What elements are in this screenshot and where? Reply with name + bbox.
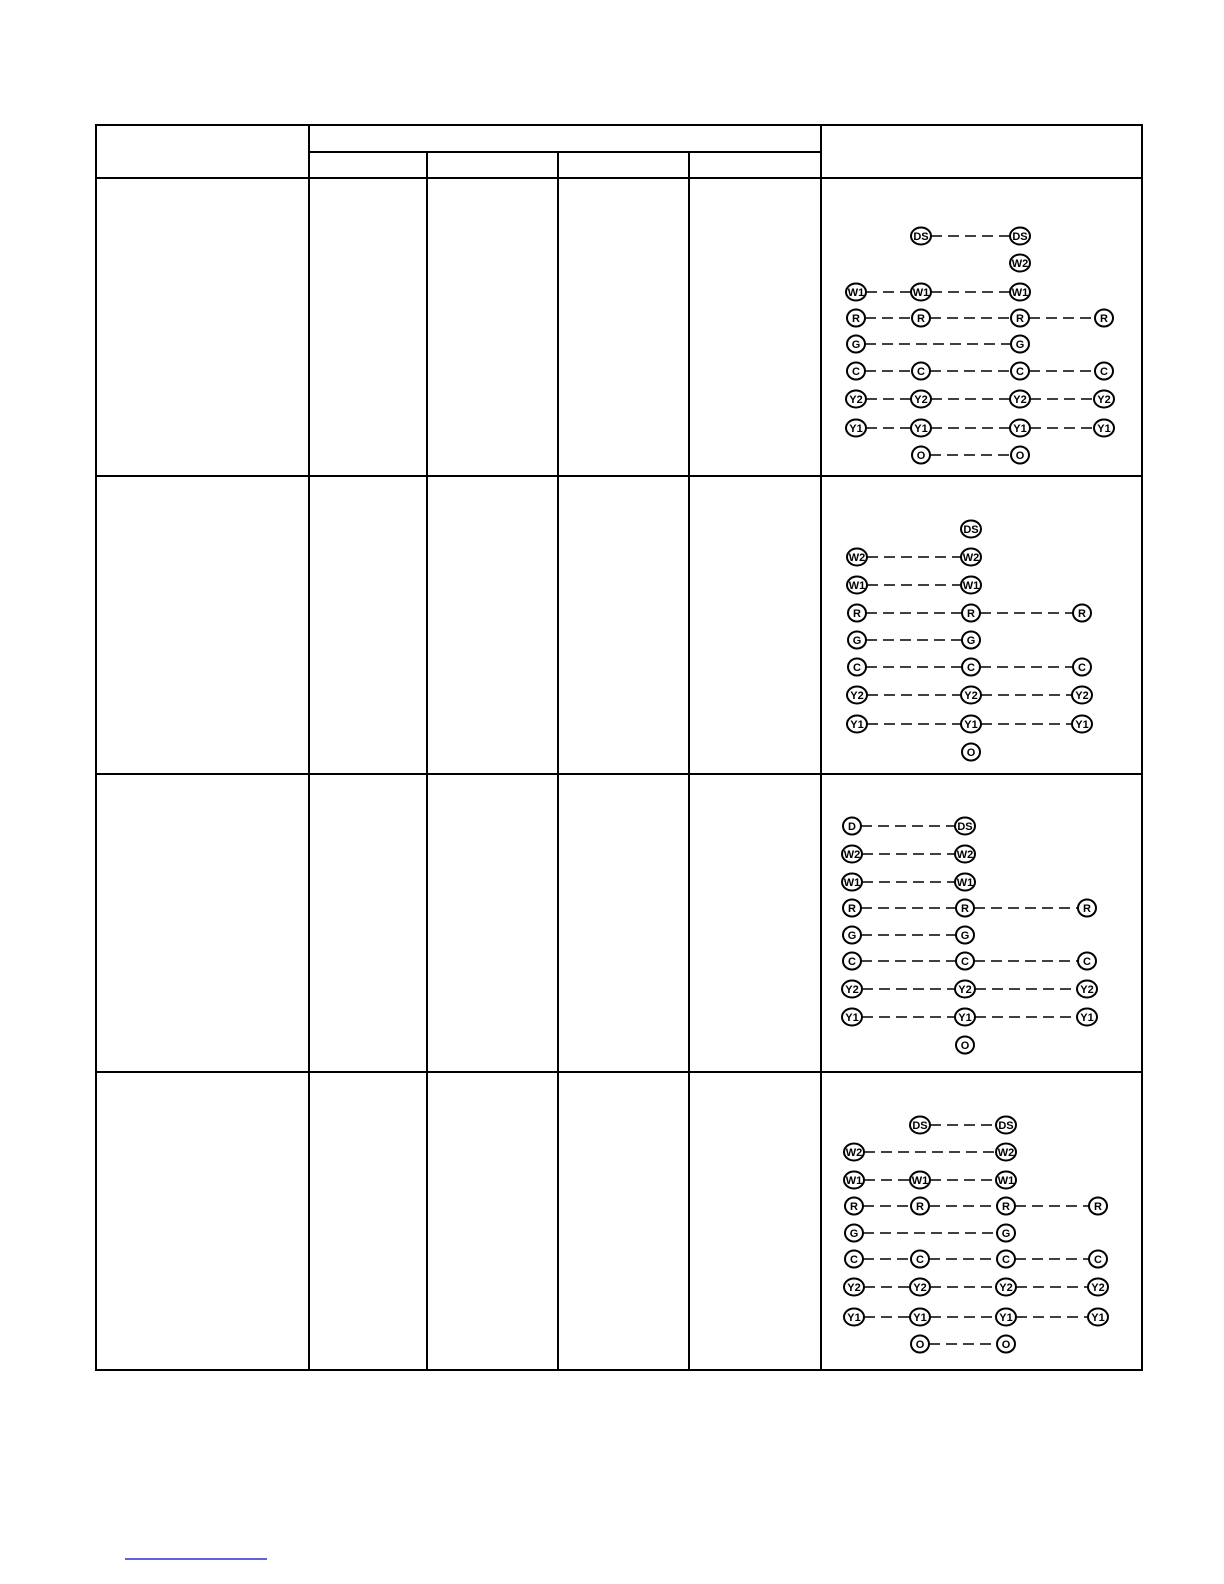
- terminal-label: C: [1083, 956, 1091, 968]
- terminal-y1: [1094, 420, 1114, 437]
- terminal-w1: [996, 1172, 1016, 1189]
- terminal-y2: [846, 391, 866, 408]
- terminal-y2: [961, 687, 981, 704]
- terminal-y1: [911, 420, 931, 437]
- terminal-r: [845, 1198, 863, 1215]
- terminal-y1: [1088, 1309, 1108, 1326]
- terminal-label: R: [961, 903, 969, 915]
- terminal-label: C: [961, 956, 969, 968]
- terminal-label: W1: [1011, 287, 1029, 299]
- terminal-label: Y1: [1013, 423, 1027, 435]
- terminal-label: Y2: [999, 1282, 1013, 1294]
- terminal-label: Y1: [964, 719, 978, 731]
- terminal-d: [843, 818, 861, 835]
- terminal-w2: [961, 549, 981, 566]
- terminal-w2: [847, 549, 867, 566]
- terminal-r: [911, 1198, 929, 1215]
- terminal-y2: [955, 981, 975, 998]
- terminal-label: R: [967, 608, 975, 620]
- terminal-w1: [955, 874, 975, 891]
- terminal-r: [1089, 1198, 1107, 1215]
- terminal-label: O: [916, 450, 926, 462]
- terminal-label: Y1: [999, 1312, 1013, 1324]
- terminal-y2: [911, 391, 931, 408]
- terminal-w1: [910, 1172, 930, 1189]
- terminal-c: [1011, 363, 1029, 380]
- terminal-y1: [1072, 716, 1092, 733]
- terminal-label: R: [1083, 903, 1091, 915]
- terminal-c: [911, 1251, 929, 1268]
- terminal-o: [912, 447, 930, 464]
- terminal-ds: [955, 818, 975, 835]
- terminal-label: C: [850, 1254, 858, 1266]
- terminal-label: C: [853, 662, 861, 674]
- table-outline: [96, 125, 1142, 1370]
- terminal-w1: [842, 874, 862, 891]
- terminal-label: Y2: [850, 690, 864, 702]
- terminal-w2: [844, 1144, 864, 1161]
- terminal-label: R: [852, 313, 860, 325]
- wiring-diagram-1: [846, 228, 1114, 464]
- terminal-label: W2: [845, 1147, 863, 1159]
- terminal-y2: [1010, 391, 1030, 408]
- terminal-label: C: [916, 1254, 924, 1266]
- terminal-label: Y1: [1080, 1012, 1094, 1024]
- terminal-w2: [955, 846, 975, 863]
- terminal-label: C: [852, 366, 860, 378]
- terminal-label: Y2: [1013, 394, 1027, 406]
- terminal-y1: [1077, 1009, 1097, 1026]
- terminal-label: Y2: [1075, 690, 1089, 702]
- terminal-ds: [1010, 228, 1030, 245]
- terminal-label: W1: [845, 1175, 863, 1187]
- wiring-diagram-4: [844, 1117, 1108, 1353]
- terminal-r: [912, 310, 930, 327]
- terminal-w1: [911, 284, 931, 301]
- terminal-label: Y2: [847, 1282, 861, 1294]
- terminal-label: C: [1078, 662, 1086, 674]
- terminal-label: R: [917, 313, 925, 325]
- terminal-label: W1: [847, 287, 865, 299]
- terminal-y2: [1077, 981, 1097, 998]
- terminal-c: [843, 953, 861, 970]
- terminal-y2: [847, 687, 867, 704]
- wiring-diagram-3: [842, 818, 1097, 1054]
- terminal-y2: [844, 1279, 864, 1296]
- terminal-label: C: [1016, 366, 1024, 378]
- terminal-label: Y1: [847, 1312, 861, 1324]
- terminal-y1: [955, 1009, 975, 1026]
- terminal-o: [997, 1336, 1015, 1353]
- terminal-label: O: [966, 747, 976, 759]
- terminal-label: DS: [1012, 231, 1028, 243]
- terminal-y1: [842, 1009, 862, 1026]
- terminal-label: W1: [962, 580, 980, 592]
- terminal-label: R: [850, 1201, 858, 1213]
- terminal-g: [847, 336, 865, 353]
- terminal-label: G: [847, 930, 857, 942]
- terminal-label: W1: [912, 287, 930, 299]
- terminal-c: [956, 953, 974, 970]
- terminal-label: Y1: [1075, 719, 1089, 731]
- terminal-label: R: [1078, 608, 1086, 620]
- terminal-y1: [844, 1309, 864, 1326]
- terminal-label: Y2: [1091, 1282, 1105, 1294]
- terminal-label: W2: [997, 1147, 1015, 1159]
- terminal-w1: [844, 1172, 864, 1189]
- terminal-c: [997, 1251, 1015, 1268]
- terminal-w2: [996, 1144, 1016, 1161]
- terminal-label: W1: [997, 1175, 1015, 1187]
- terminal-label: Y2: [914, 394, 928, 406]
- terminal-r: [847, 310, 865, 327]
- terminal-label: O: [1001, 1339, 1011, 1351]
- terminal-label: Y2: [964, 690, 978, 702]
- terminal-ds: [911, 228, 931, 245]
- terminal-label: G: [966, 635, 976, 647]
- terminal-y1: [996, 1309, 1016, 1326]
- terminal-label: R: [848, 903, 856, 915]
- terminal-label: G: [1001, 1228, 1011, 1240]
- terminal-w2: [842, 846, 862, 863]
- terminal-label: W1: [911, 1175, 929, 1187]
- terminal-w1: [961, 577, 981, 594]
- terminal-label: W2: [1011, 258, 1029, 270]
- terminal-o: [956, 1037, 974, 1054]
- terminal-y1: [961, 716, 981, 733]
- terminal-label: O: [1015, 450, 1025, 462]
- table-frame: [96, 125, 1142, 1370]
- terminal-w2: [1010, 255, 1030, 272]
- terminal-c: [1073, 659, 1091, 676]
- terminal-o: [962, 744, 980, 761]
- terminal-y2: [842, 981, 862, 998]
- terminal-c: [1078, 953, 1096, 970]
- terminal-c: [962, 659, 980, 676]
- terminal-y1: [846, 420, 866, 437]
- terminal-label: Y1: [849, 423, 863, 435]
- terminal-label: DS: [957, 821, 973, 833]
- terminal-c: [1095, 363, 1113, 380]
- terminal-c: [912, 363, 930, 380]
- terminal-g: [962, 632, 980, 649]
- terminal-label: G: [960, 930, 970, 942]
- terminal-w1: [1010, 284, 1030, 301]
- terminal-y1: [1010, 420, 1030, 437]
- terminal-r: [1073, 605, 1091, 622]
- terminal-label: C: [1094, 1254, 1102, 1266]
- terminal-label: Y1: [913, 1312, 927, 1324]
- terminal-label: Y2: [958, 984, 972, 996]
- terminal-g: [848, 632, 866, 649]
- terminal-label: W1: [956, 877, 974, 889]
- terminal-r: [843, 900, 861, 917]
- terminal-c: [1089, 1251, 1107, 1268]
- terminal-label: DS: [913, 231, 929, 243]
- terminal-r: [1095, 310, 1113, 327]
- terminal-label: O: [915, 1339, 925, 1351]
- terminal-label: DS: [998, 1120, 1014, 1132]
- terminal-label: Y2: [849, 394, 863, 406]
- terminal-r: [1011, 310, 1029, 327]
- terminal-y1: [847, 716, 867, 733]
- terminal-label: R: [1100, 313, 1108, 325]
- terminal-ds: [961, 521, 981, 538]
- terminal-label: W2: [843, 849, 861, 861]
- terminal-o: [1011, 447, 1029, 464]
- terminal-label: C: [848, 956, 856, 968]
- terminal-label: W1: [848, 580, 866, 592]
- terminal-ds: [996, 1117, 1016, 1134]
- terminal-o: [911, 1336, 929, 1353]
- terminal-label: C: [967, 662, 975, 674]
- terminal-label: Y1: [845, 1012, 859, 1024]
- terminal-label: W2: [956, 849, 974, 861]
- terminal-y1: [910, 1309, 930, 1326]
- terminal-label: D: [848, 821, 856, 833]
- terminal-g: [845, 1225, 863, 1242]
- terminal-r: [997, 1198, 1015, 1215]
- terminal-g: [997, 1225, 1015, 1242]
- terminal-label: Y2: [913, 1282, 927, 1294]
- terminal-g: [956, 927, 974, 944]
- terminal-y2: [996, 1279, 1016, 1296]
- terminal-ds: [910, 1117, 930, 1134]
- terminal-label: W2: [848, 552, 866, 564]
- terminal-c: [848, 659, 866, 676]
- terminal-y2: [1094, 391, 1114, 408]
- terminal-label: G: [852, 635, 862, 647]
- terminal-label: G: [849, 1228, 859, 1240]
- terminal-label: R: [1016, 313, 1024, 325]
- terminal-label: C: [1100, 366, 1108, 378]
- terminal-w1: [846, 284, 866, 301]
- terminal-label: Y2: [845, 984, 859, 996]
- terminal-y2: [910, 1279, 930, 1296]
- terminal-label: R: [1002, 1201, 1010, 1213]
- terminal-r: [848, 605, 866, 622]
- terminal-label: W2: [962, 552, 980, 564]
- terminal-w1: [847, 577, 867, 594]
- terminal-label: Y1: [1091, 1312, 1105, 1324]
- terminal-label: DS: [912, 1120, 928, 1132]
- terminal-y2: [1088, 1279, 1108, 1296]
- terminal-g: [843, 927, 861, 944]
- terminal-label: G: [851, 339, 861, 351]
- terminal-r: [1078, 900, 1096, 917]
- terminal-label: R: [853, 608, 861, 620]
- terminal-label: C: [1002, 1254, 1010, 1266]
- wiring-diagram-2: [847, 521, 1092, 761]
- terminal-c: [845, 1251, 863, 1268]
- terminal-label: R: [916, 1201, 924, 1213]
- terminal-label: Y2: [1097, 394, 1111, 406]
- terminal-g: [1011, 336, 1029, 353]
- terminal-y2: [1072, 687, 1092, 704]
- terminal-label: DS: [963, 524, 979, 536]
- terminal-label: G: [1015, 339, 1025, 351]
- terminal-label: Y1: [1097, 423, 1111, 435]
- terminal-r: [956, 900, 974, 917]
- terminal-c: [847, 363, 865, 380]
- terminal-label: W1: [843, 877, 861, 889]
- terminal-label: C: [917, 366, 925, 378]
- terminal-label: Y1: [914, 423, 928, 435]
- terminal-label: Y1: [850, 719, 864, 731]
- terminal-label: R: [1094, 1201, 1102, 1213]
- terminal-r: [962, 605, 980, 622]
- terminal-label: Y2: [1080, 984, 1094, 996]
- terminal-label: Y1: [958, 1012, 972, 1024]
- terminal-label: O: [960, 1040, 970, 1052]
